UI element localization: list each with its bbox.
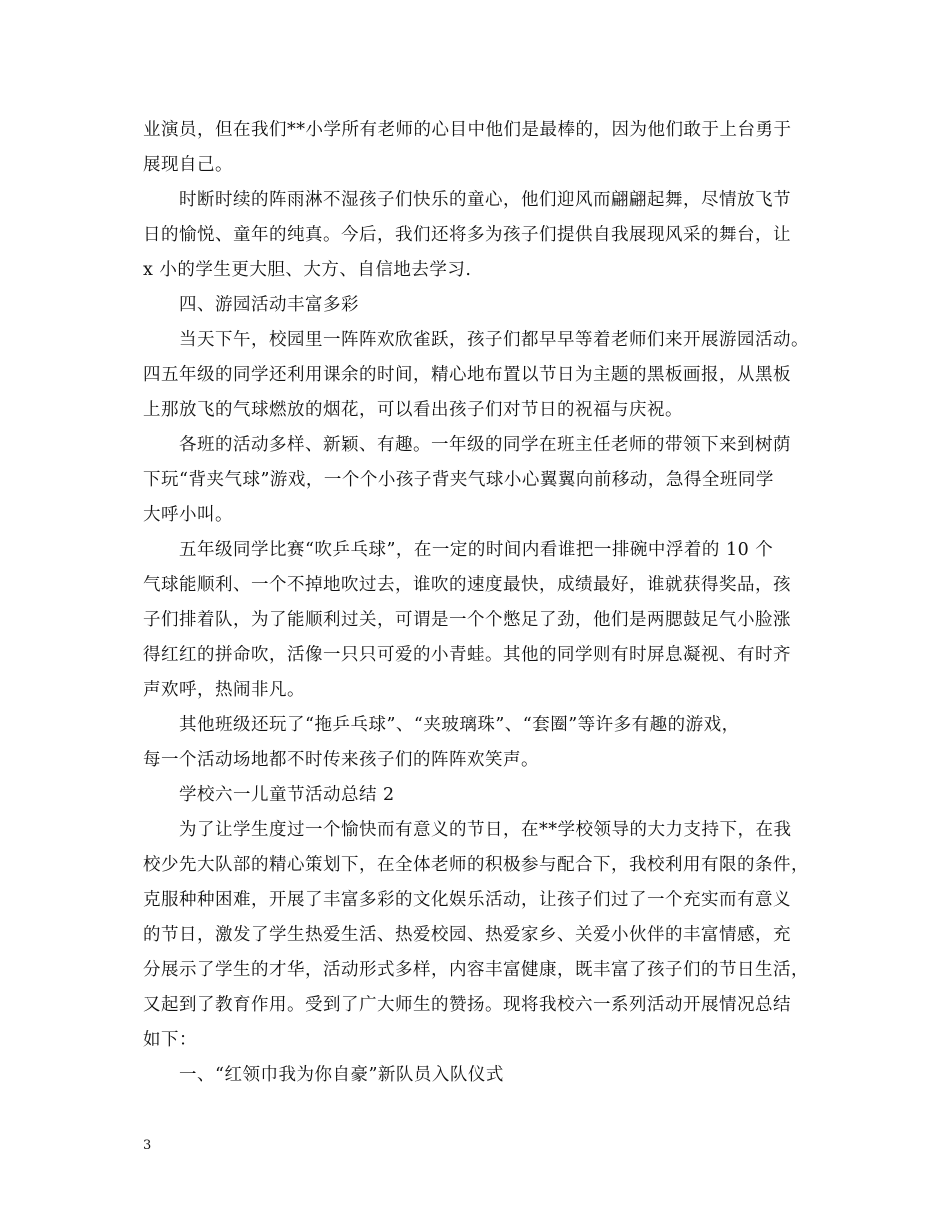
paragraph-start: 为了让学生度过一个愉快而有意义的节日，在**学校领导的大力支持下，在我: [179, 820, 792, 840]
text-line: 声欢呼，热闹非凡。: [143, 680, 305, 700]
text-line: 得红红的拼命吹，活像一只只可爱的小青蛙。其他的同学则有时屏息凝视、有时齐: [143, 645, 791, 665]
text-line: 大呼小叫。: [143, 505, 233, 525]
text-line: 子们排着队，为了能顺利过关，可谓是一个个憋足了劲，他们是两腮鼓足气小脸涨: [143, 610, 791, 630]
section-heading: 一、“红领巾我为你自豪”新队员入队仪式: [179, 1065, 504, 1085]
page-number: 3: [143, 1138, 152, 1153]
text-line: 的节日，激发了学生热爱生活、热爱校园、热爱家乡、关爱小伙伴的丰富情感，充: [143, 925, 791, 945]
text-line: 上那放飞的气球燃放的烟花，可以看出孩子们对节日的祝福与庆祝。: [143, 400, 683, 420]
text-line: 下玩“背夹气球”游戏，一个个小孩子背夹气球小心翼翼向前移动，急得全班同学: [143, 470, 774, 490]
document-subtitle: 学校六一儿童节活动总结 2: [179, 785, 395, 805]
text-line: 展现自己。: [143, 155, 233, 175]
text-line: 又起到了教育作用。受到了广大师生的赞扬。现将我校六一系列活动开展情况总结: [143, 995, 791, 1015]
text-line: 日的愉悦、童年的纯真。今后，我们还将多为孩子们提供自我展现风采的舞台，让: [143, 225, 791, 245]
text-line: 每一个活动场地都不时传来孩子们的阵阵欢笑声。: [143, 750, 539, 770]
paragraph-start: 时断时续的阵雨淋不湿孩子们快乐的童心，他们迎风而翩翩起舞，尽情放飞节: [179, 190, 791, 210]
text-line: 业演员，但在我们**小学所有老师的心目中他们是最棒的，因为他们敢于上台勇于: [143, 120, 792, 140]
paragraph-start: 其他班级还玩了“拖乒乓球”、“夹玻璃珠”、“套圈”等许多有趣的游戏，: [179, 715, 740, 735]
text-line: 四五年级的同学还利用课余的时间，精心地布置以节日为主题的黑板画报，从黑板: [143, 365, 791, 385]
text-line: 分展示了学生的才华，活动形式多样，内容丰富健康，既丰富了孩子们的节日生活，: [143, 960, 809, 980]
text-line: x 小的学生更大胆、大方、自信地去学习.: [143, 260, 472, 280]
text-line: 校少先大队部的精心策划下，在全体老师的积极参与配合下，我校利用有限的条件，: [143, 855, 809, 875]
paragraph-start: 五年级同学比赛“吹乒乓球”，在一定的时间内看谁把一排碗中浮着的 10 个: [179, 540, 774, 560]
paragraph-start: 各班的活动多样、新颖、有趣。一年级的同学在班主任老师的带领下来到树荫: [179, 435, 791, 455]
paragraph-start: 当天下午，校园里一阵阵欢欣雀跃，孩子们都早早等着老师们来开展游园活动。: [179, 330, 809, 350]
text-line: 气球能顺利、一个不掉地吹过去，谁吹的速度最快，成绩最好，谁就获得奖品，孩: [143, 575, 791, 595]
text-line: 如下：: [143, 1030, 197, 1050]
section-heading: 四、游园活动丰富多彩: [179, 295, 359, 315]
text-line: 克服种种困难，开展了丰富多彩的文化娱乐活动，让孩子们过了一个充实而有意义: [143, 890, 791, 910]
